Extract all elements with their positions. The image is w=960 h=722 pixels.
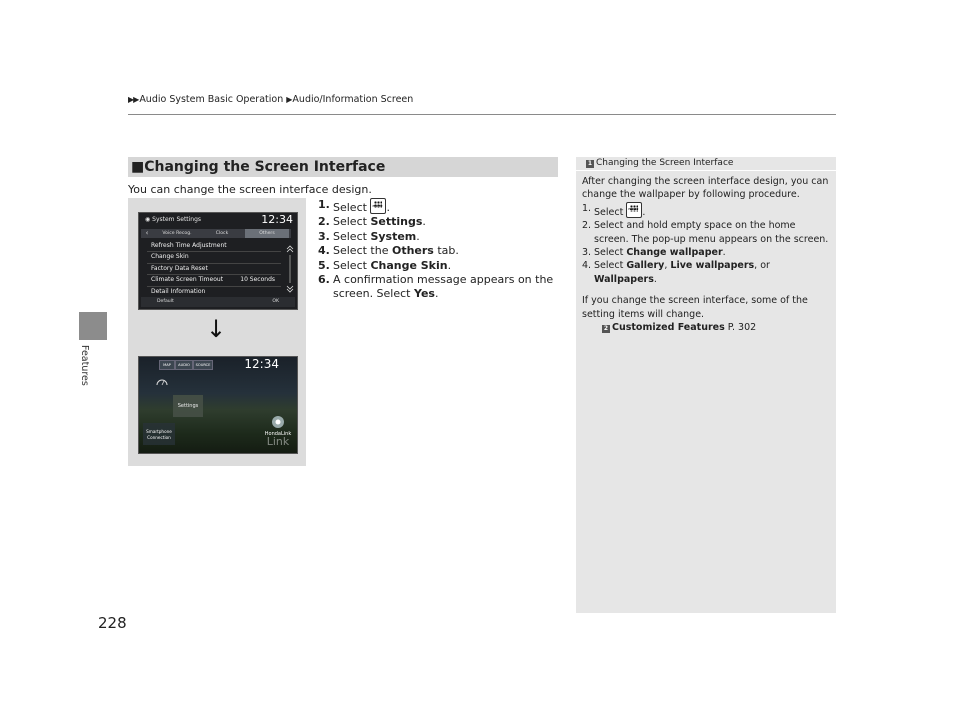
chip-audio: AUDIO	[175, 360, 193, 370]
home-icon	[370, 198, 386, 214]
note-body	[582, 175, 832, 334]
menu-row: Change Skin	[147, 252, 281, 263]
settings-tabs	[141, 229, 291, 238]
tab-others: Others	[245, 229, 289, 238]
menu-row: Detail Information	[151, 287, 206, 295]
step-5: 5. Select Change Skin.	[318, 258, 452, 272]
note-divider	[576, 170, 836, 171]
breadcrumb-item-1[interactable]: Audio System Basic Operation	[139, 94, 284, 105]
note-icon: 1	[587, 160, 593, 167]
breadcrumb	[128, 94, 413, 105]
section-heading: ■Changing the Screen Interface	[128, 157, 558, 177]
note-paragraph: If you change the screen interface, some of the setting items will change.	[582, 295, 808, 320]
screen-clock: 12:34	[261, 213, 293, 226]
step-list	[318, 198, 558, 302]
chip-source: SOURCE	[193, 360, 213, 370]
note-title: 1 Changing the Screen Interface	[587, 158, 734, 168]
home-clock: 12:34	[244, 357, 279, 371]
system-settings-screenshot	[138, 212, 298, 310]
cross-reference-link[interactable]: 2 Customized Features P. 302	[603, 322, 757, 334]
reference-icon: 2	[603, 325, 609, 333]
home-icon	[626, 202, 642, 218]
step-2: 2. Select Settings.	[318, 215, 426, 229]
section-title: Changing the Screen Interface	[144, 159, 386, 175]
screen-title: ◉ System Settings	[145, 216, 202, 223]
settings-menu	[147, 241, 281, 297]
breadcrumb-item-2[interactable]: Audio/Information Screen	[292, 94, 414, 105]
menu-row: Refresh Time Adjustment	[147, 241, 281, 252]
tab-voice-recog: Voice Recog.	[162, 231, 192, 236]
menu-row: Climate Screen Timeout 10 Seconds	[147, 275, 281, 286]
speedometer-icon	[155, 377, 169, 387]
back-icon: ‹	[145, 229, 149, 237]
hondalink-icon	[271, 415, 285, 429]
chapter-label: Features	[79, 345, 90, 386]
intro-text: You can change the screen interface design.	[128, 183, 372, 196]
step-6: 6. A confirmation message appears on the screen. Select Yes.	[318, 273, 554, 301]
note-step-1: 1. Select HOME.	[582, 202, 832, 219]
step-3: 3. Select System.	[318, 229, 420, 243]
settings-tile: Settings	[173, 395, 203, 417]
chapter-tab	[79, 312, 107, 340]
note-paragraph: After changing the screen interface design, you can change the wallpaper by following procedure.	[582, 176, 829, 201]
step-1: 1. Select HOME.	[318, 198, 558, 215]
hondalink-tile: HondaLink Link	[261, 415, 295, 451]
breadcrumb-arrow-icon: ▶▶	[128, 95, 139, 104]
smartphone-connection-tile: Smartphone Connection	[143, 423, 175, 445]
breadcrumb-arrow-icon: ▶	[286, 95, 292, 104]
menu-row: Factory Data Reset	[147, 264, 281, 275]
screen-bottom-bar	[141, 297, 295, 307]
step-4: 4. Select the Others tab.	[318, 244, 459, 258]
down-arrow-icon: ↓	[206, 315, 227, 343]
ok-label: OK	[272, 299, 279, 304]
note-step-4: 4. Select Gallery, Live wallpapers, or Wallpapers.	[582, 260, 770, 285]
page-number: 228	[98, 614, 127, 632]
spacer	[582, 286, 832, 294]
default-label: Default	[157, 299, 174, 304]
note-step-3: 3. Select Change wallpaper.	[582, 247, 726, 259]
home-screen-screenshot	[138, 356, 298, 454]
tab-clock: Clock	[215, 231, 229, 236]
header-divider	[128, 114, 836, 115]
scroll-arrows-icon	[286, 243, 294, 295]
chip-map: MAP	[159, 360, 175, 370]
note-step-2: 2. Select and hold empty space on the home screen. The pop-up menu appears on the screen.	[582, 220, 829, 245]
